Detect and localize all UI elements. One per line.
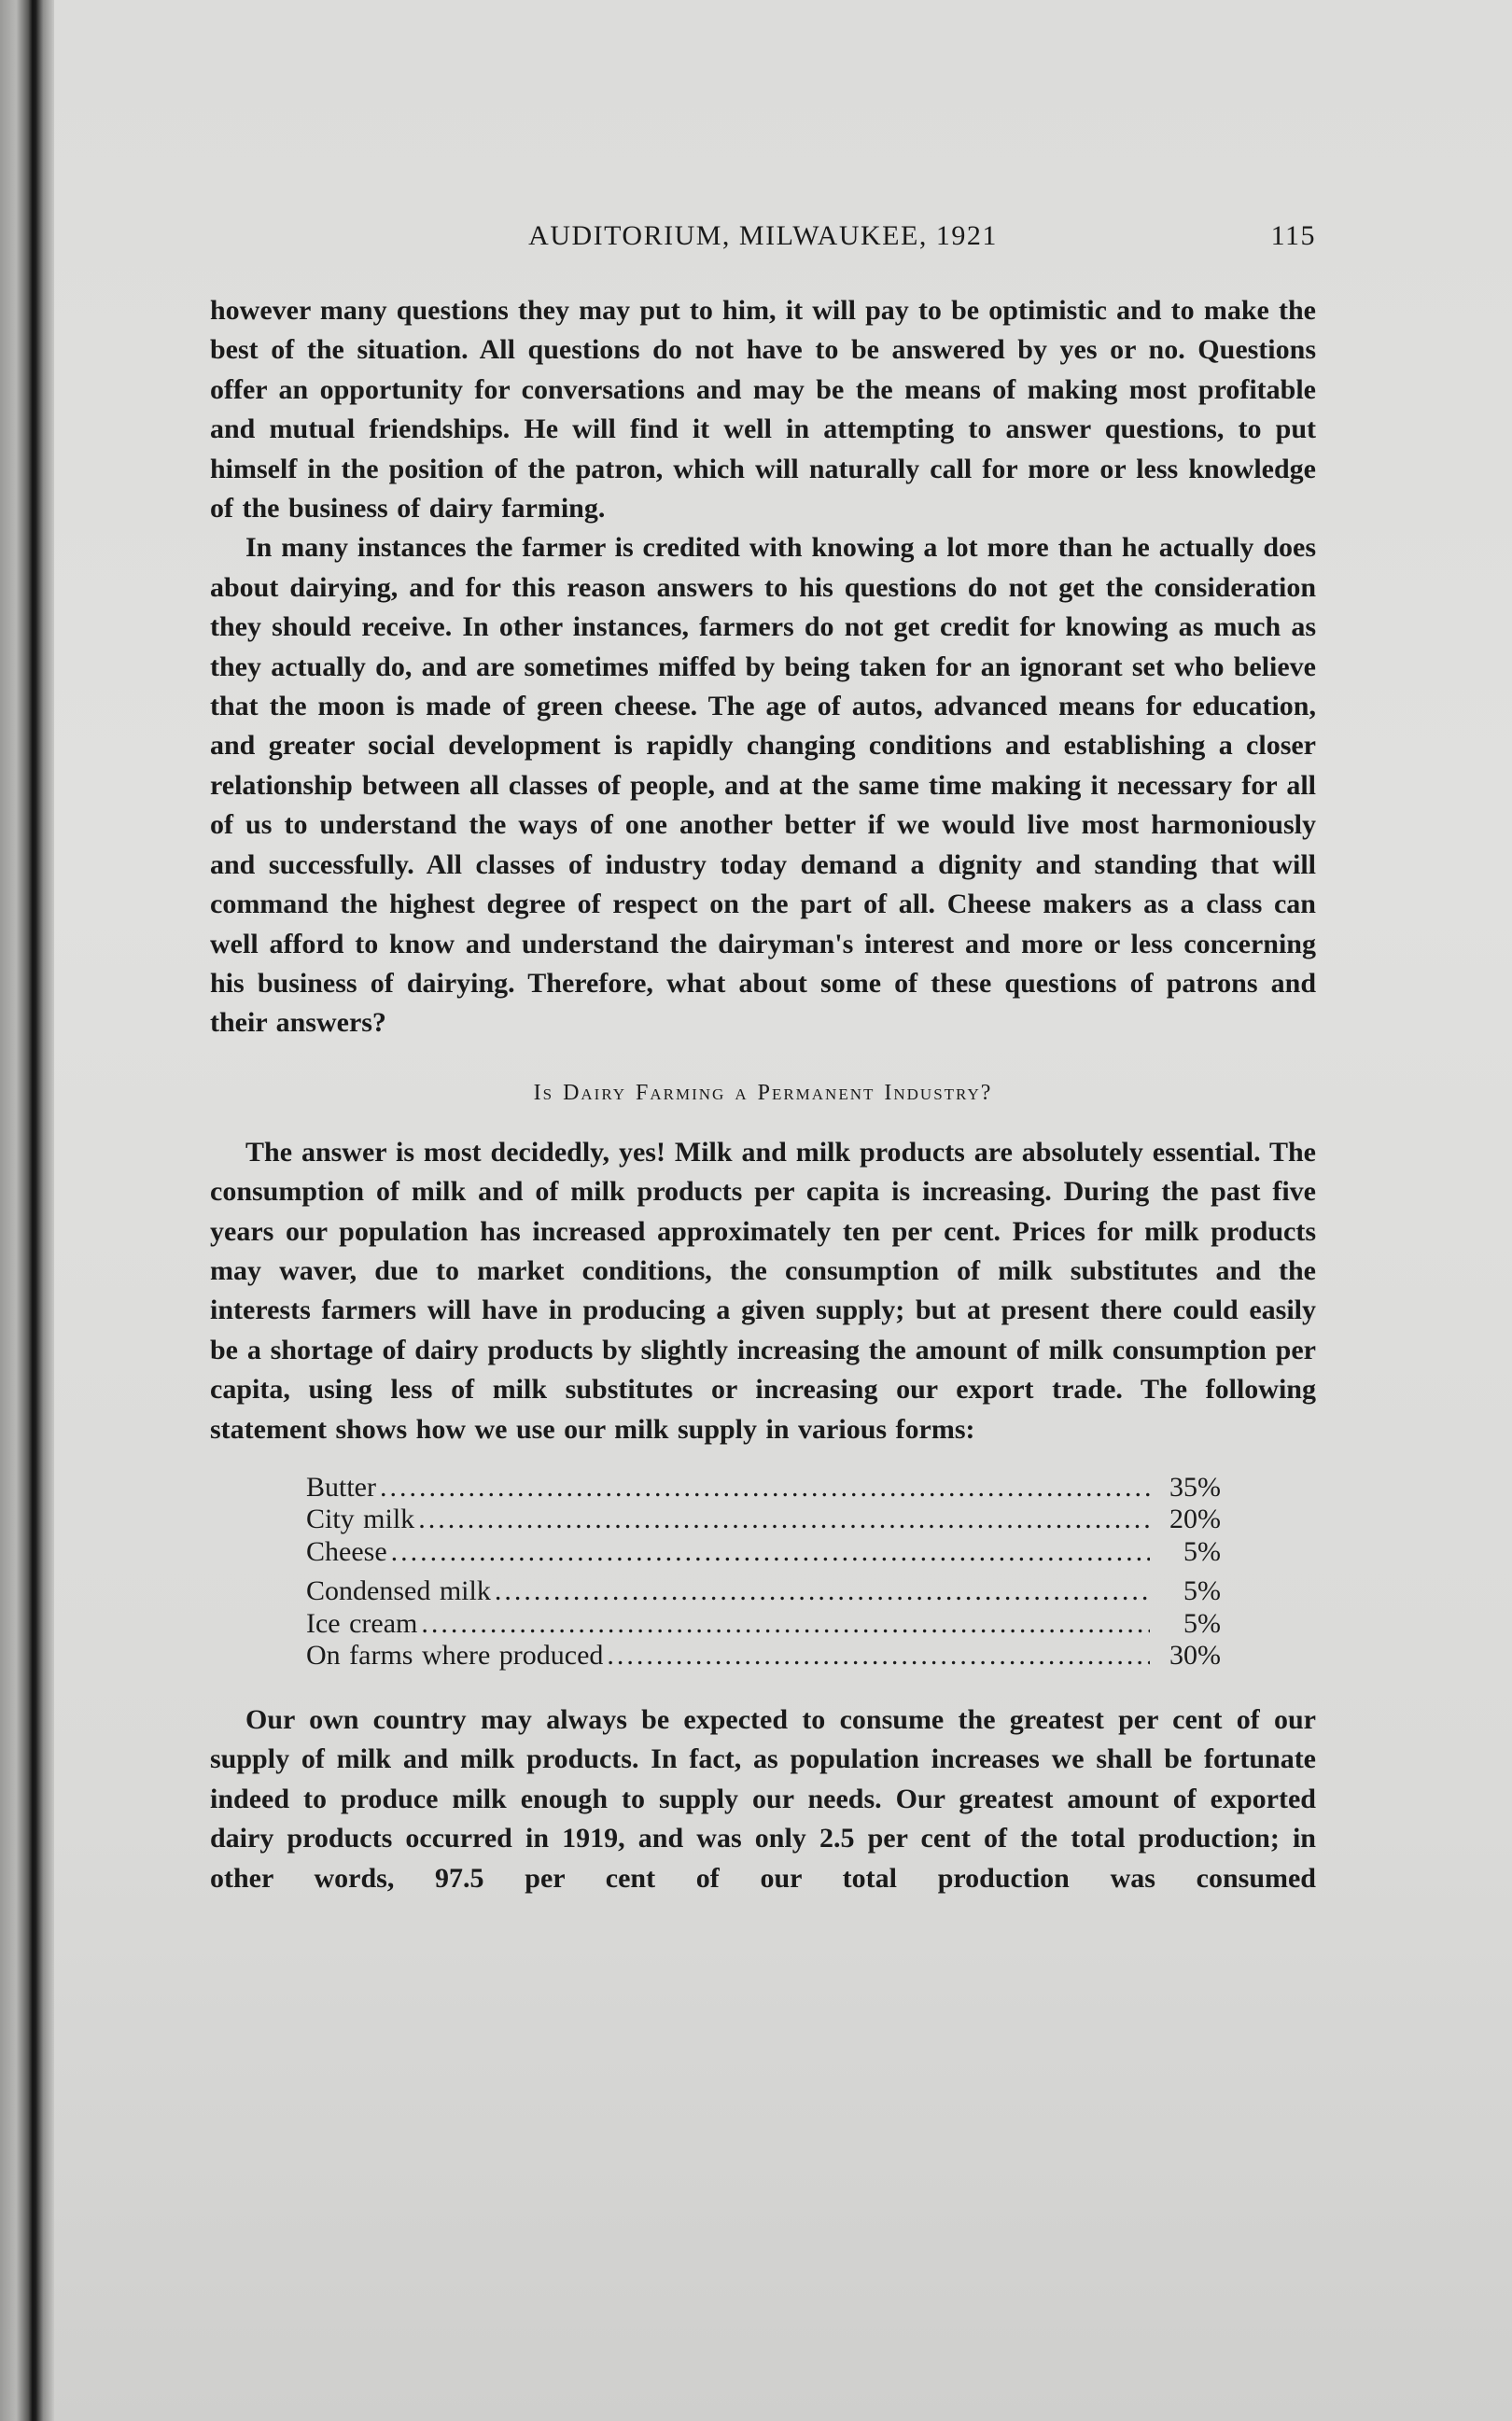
usage-label: Cheese [306, 1535, 387, 1567]
section-heading: Is Dairy Farming a Permanent Industry? [533, 1080, 993, 1105]
running-title: AUDITORIUM, MILWAUKEE, 1921 [528, 220, 998, 251]
paragraph-3: The answer is most decidedly, yes! Milk and milk products are absolutely essential. The consumption of milk and of milk products per capita is increasing. During the past five years our population has increased approximately ten per cent. Prices for milk products may waver, due to market conditions, the consumption of milk substitutes and the interests farmers will have in producing a given supply; but at present there could easily be a shortage of dairy products by slightly increasing the amount of milk consumption per capita, using less of milk substitutes or increasing our export trade. The following statement shows how we use our milk supply in various forms: [210, 1136, 1316, 1445]
usage-value: 5% [1183, 1535, 1221, 1567]
book-spine-shadow [0, 0, 54, 2421]
leader-dots [607, 1640, 1150, 1672]
running-header [210, 220, 1316, 258]
usage-label: On farms where produced [306, 1640, 604, 1672]
leader-dots [391, 1536, 1150, 1569]
usage-row-cheese [306, 1536, 1221, 1569]
leader-dots [421, 1608, 1150, 1641]
paragraph-2: In many instances the farmer is credited with knowing a lot more than he actually does about dairying, and for this reason answers to his questions do not get the consideration they should receive. In other instances, farmers do not get credit for knowing as much as they actually do, and are sometimes miffed by being taken for an ignorant set who believe that the moon is made of green cheese. The age of autos, advanced means for education, and greater social development is rapidly changing conditions and establishing a closer relationship between all classes of people, and at the same time making it necessary for all of us to understand the ways of one another better if we would live most harmoniously and successfully. All classes of industry today demand a dignity and standing that will command the highest degree of respect on the part of all. Cheese makers as a class can well afford to know and understand the dairyman's interest and more or less concerning his business of dairying. Therefore, what about some of these questions of patrons and their answers? [210, 532, 1316, 1039]
usage-row-condensed-milk [306, 1575, 1221, 1608]
usage-label: Ice cream [306, 1607, 418, 1639]
usage-value: 5% [1183, 1607, 1221, 1639]
page-number: 115 [1270, 220, 1316, 251]
usage-label: Butter [306, 1471, 376, 1503]
usage-row-butter [306, 1472, 1221, 1504]
leader-dots [418, 1504, 1150, 1536]
paragraph-1: however many questions they may put to him, it will pay to be optimistic and to make the best of the situation. All questions do not have to be answered by yes or no. Questions offer an opportunity for conversations and may be the means of making most profitable and mutual friendships. He will find it well in attempting to answer questions, to put himself in the position of the patron, which will naturally call for more or less knowledge of the business of dairy farming. [210, 295, 1316, 525]
leader-dots [380, 1472, 1150, 1504]
usage-row-on-farms [306, 1640, 1221, 1672]
usage-label: Condensed milk [306, 1575, 491, 1607]
milk-usage-table [306, 1472, 1221, 1672]
usage-value: 5% [1183, 1575, 1221, 1607]
usage-value: 35% [1169, 1471, 1221, 1503]
leader-dots [495, 1575, 1150, 1608]
usage-row-city-milk [306, 1504, 1221, 1536]
usage-label: City milk [306, 1504, 415, 1535]
usage-row-ice-cream [306, 1608, 1221, 1641]
usage-value: 30% [1169, 1640, 1221, 1672]
usage-value: 20% [1169, 1504, 1221, 1535]
paragraph-4: Our own country may always be expected to consume the greatest per cent of our supply of milk and milk products. In fact, as population increases we shall be fortunate indeed to produce milk enough to supply our needs. Our greatest amount of exported dairy products occurred in 1919, and was only 2.5 per cent of the total production; in other words, 97.5 per cent of our total production was consumed [210, 1703, 1316, 1894]
page-body [210, 291, 1316, 1898]
